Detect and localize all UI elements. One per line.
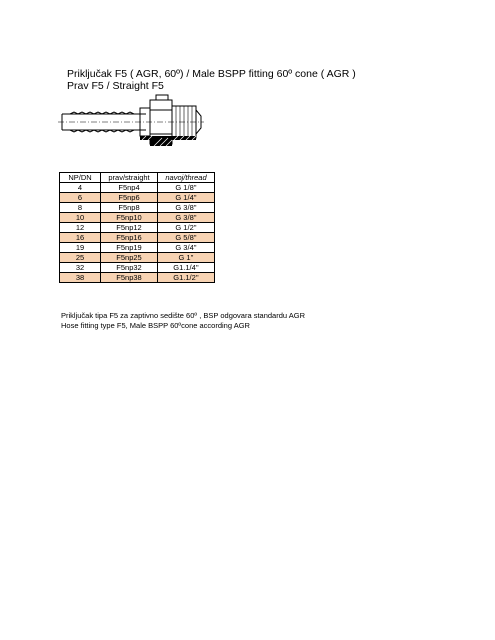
cell-prav: F5np10 bbox=[101, 213, 158, 223]
cell-prav: F5np16 bbox=[101, 233, 158, 243]
cell-np: 4 bbox=[60, 183, 101, 193]
cell-navoj: G 3/8'' bbox=[158, 213, 215, 223]
table-header-row bbox=[60, 173, 215, 183]
specification-table bbox=[59, 172, 215, 283]
table-row bbox=[60, 203, 215, 213]
table-row bbox=[60, 273, 215, 283]
table-row bbox=[60, 223, 215, 233]
cell-prav: F5np4 bbox=[101, 183, 158, 193]
cell-np: 19 bbox=[60, 243, 101, 253]
note-line-2: Hose fitting type F5, Male BSPP 60ºcone according AGR bbox=[61, 321, 250, 330]
cell-prav: F5np19 bbox=[101, 243, 158, 253]
cell-navoj: G 1/4'' bbox=[158, 193, 215, 203]
cell-navoj: G 1/8'' bbox=[158, 183, 215, 193]
table-row bbox=[60, 253, 215, 263]
cell-np: 12 bbox=[60, 223, 101, 233]
cell-navoj: G1.1/2'' bbox=[158, 273, 215, 283]
notes bbox=[61, 311, 305, 331]
cell-np: 8 bbox=[60, 203, 101, 213]
cell-navoj: G 3/8'' bbox=[158, 203, 215, 213]
cell-prav: F5np32 bbox=[101, 263, 158, 273]
cell-navoj: G 3/4'' bbox=[158, 243, 215, 253]
cell-np: 16 bbox=[60, 233, 101, 243]
cell-prav: F5np38 bbox=[101, 273, 158, 283]
cell-prav: F5np25 bbox=[101, 253, 158, 263]
cell-navoj: G1.1/4'' bbox=[158, 263, 215, 273]
document-title bbox=[67, 68, 356, 92]
cell-navoj: G 5/8'' bbox=[158, 233, 215, 243]
table-row bbox=[60, 213, 215, 223]
table-row bbox=[60, 263, 215, 273]
header-navoj-thread: navoj/thread bbox=[158, 173, 215, 183]
header-prav-straight: prav/straight bbox=[101, 173, 158, 183]
cell-prav: F5np8 bbox=[101, 203, 158, 213]
title-line-1: Priključak F5 ( AGR, 60º) / Male BSPP fitting 60º cone ( AGR ) bbox=[67, 68, 356, 80]
cell-np: 6 bbox=[60, 193, 101, 203]
cell-prav: F5np12 bbox=[101, 223, 158, 233]
cell-navoj: G 1'' bbox=[158, 253, 215, 263]
table-row bbox=[60, 233, 215, 243]
table-row bbox=[60, 193, 215, 203]
header-np-dn: NP/DN bbox=[60, 173, 101, 183]
cell-np: 38 bbox=[60, 273, 101, 283]
cell-prav: F5np6 bbox=[101, 193, 158, 203]
table-row bbox=[60, 183, 215, 193]
cell-np: 10 bbox=[60, 213, 101, 223]
cell-np: 25 bbox=[60, 253, 101, 263]
table-row bbox=[60, 243, 215, 253]
cell-navoj: G 1/2'' bbox=[158, 223, 215, 233]
note-line-1: Priključak tipa F5 za zaptivno sedište 60º , BSP odgovara standardu AGR bbox=[61, 311, 305, 320]
cell-np: 32 bbox=[60, 263, 101, 273]
title-line-2: Prav F5 / Straight F5 bbox=[67, 80, 164, 92]
fitting-drawing bbox=[56, 92, 206, 162]
